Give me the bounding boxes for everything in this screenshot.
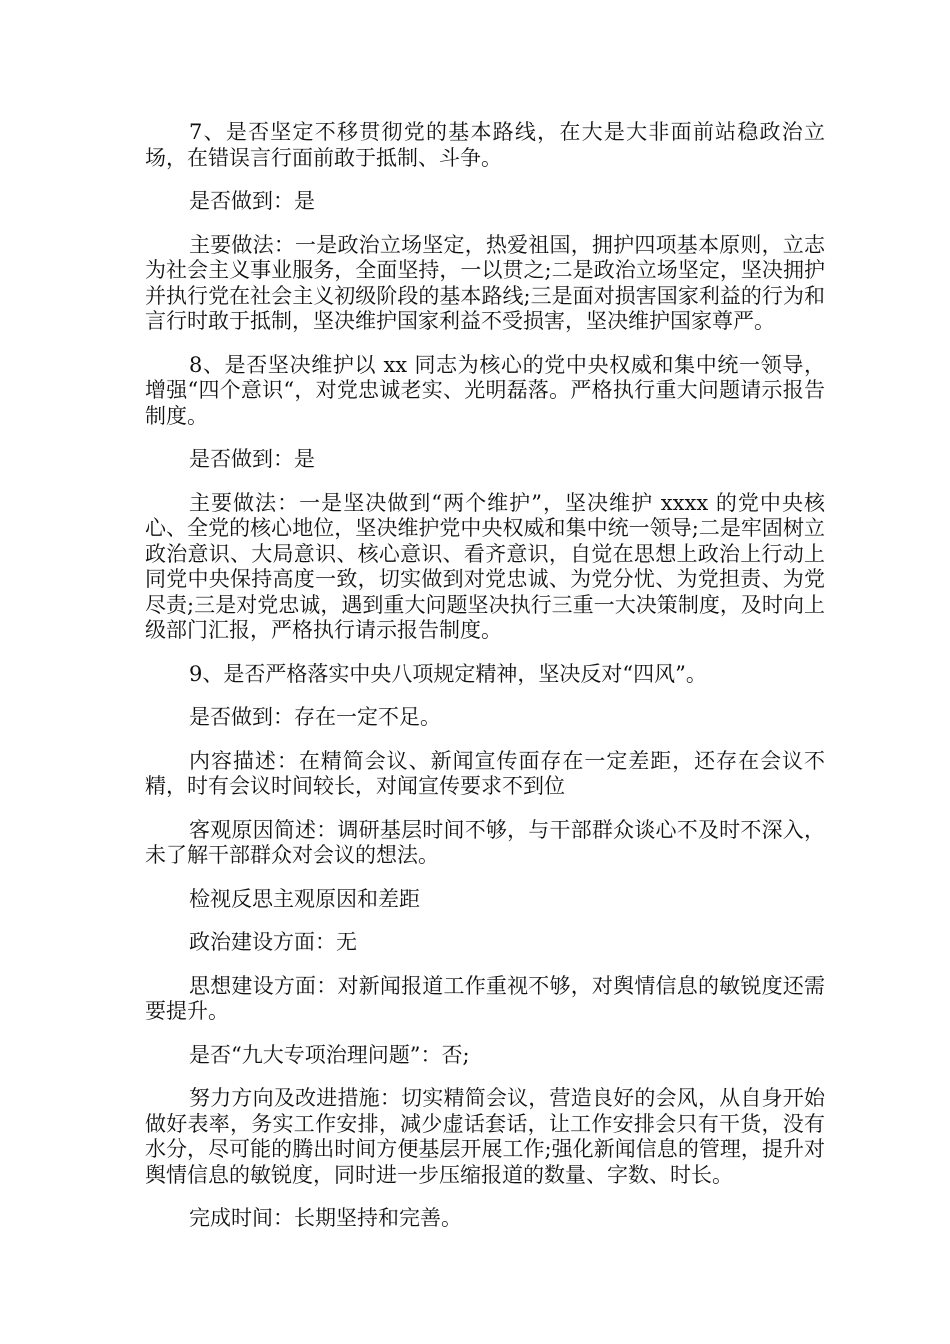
political-construction: 政治建设方面：无 [189, 930, 357, 954]
completion-time: 完成时间：长期坚持和完善。 [189, 1206, 462, 1230]
item-8-done: 是否做到：是 [189, 447, 315, 471]
objective-reason: 客观原因简述：调研基层时间不够，与干部群众谈心不及时不深入，未了解干部群众对会议的想法。 [145, 817, 825, 867]
item-9-done: 是否做到：存在一定不足。 [189, 705, 441, 729]
item-7-practice: 主要做法：一是政治立场坚定，热爱祖国，拥护四项基本原则，立志为社会主义事业服务，全面坚持，一以贯之;二是政治立场坚定，坚决拥护并执行党在社会主义初级阶段的基本路线;三是面对损害国家利益的行为和言行时敢于抵制，坚决维护国家利益不受损害，坚决维护国家尊严。 [145, 232, 825, 333]
special-governance: 是否“九大专项治理问题”：否; [189, 1042, 470, 1067]
document-body [145, 120, 825, 1250]
ideological-construction: 思想建设方面：对新闻报道工作重视不够，对舆情信息的敏锐度还需要提升。 [145, 973, 825, 1023]
item-7-question: 7、是否坚定不移贯彻党的基本路线，在大是大非面前站稳政治立场，在错误言行面前敢于抵制、斗争。 [145, 120, 825, 170]
reflection-heading: 检视反思主观原因和差距 [189, 886, 420, 911]
content-description: 内容描述：在精简会议、新闻宣传面存在一定差距，还存在会议不精，时有会议时间较长，对闻宣传要求不到位 [145, 748, 825, 798]
improvement-measures: 努力方向及改进措施：切实精简会议，营造良好的会风，从自身开始做好表率，务实工作安排，减少虚话套话，让工作安排会只有干货，没有水分，尽可能的腾出时间方便基层开展工作;强化新闻信息的管理，提升对舆情信息的敏锐度，同时进一步压缩报道的数量、字数、时长。 [145, 1086, 825, 1187]
item-9-question: 9、是否严格落实中央八项规定精神，坚决反对“四风”。 [189, 661, 707, 686]
item-8-practice: 主要做法：一是坚决做到“两个维护”，坚决维护 xxxx 的党中央核心、全党的核心地位，坚决维护党中央权威和集中统一领导;二是牢固树立政治意识、大局意识、核心意识、看齐意识，自觉在思想上政治上行动上同党中央保持高度一致，切实做到对党忠诚、为党分忧、为党担责、为党尽责;三是对党忠诚，遇到重大问题坚决执行三重一大决策制度，及时向上级部门汇报，严格执行请示报告制度。 [145, 490, 825, 642]
item-7-done: 是否做到：是 [189, 189, 315, 213]
item-8-question: 8、是否坚决维护以 xx 同志为核心的党中央权威和集中统一领导，增强“四个意识“，对党忠诚老实、光明磊落。严格执行重大问题请示报告制度。 [145, 352, 825, 428]
